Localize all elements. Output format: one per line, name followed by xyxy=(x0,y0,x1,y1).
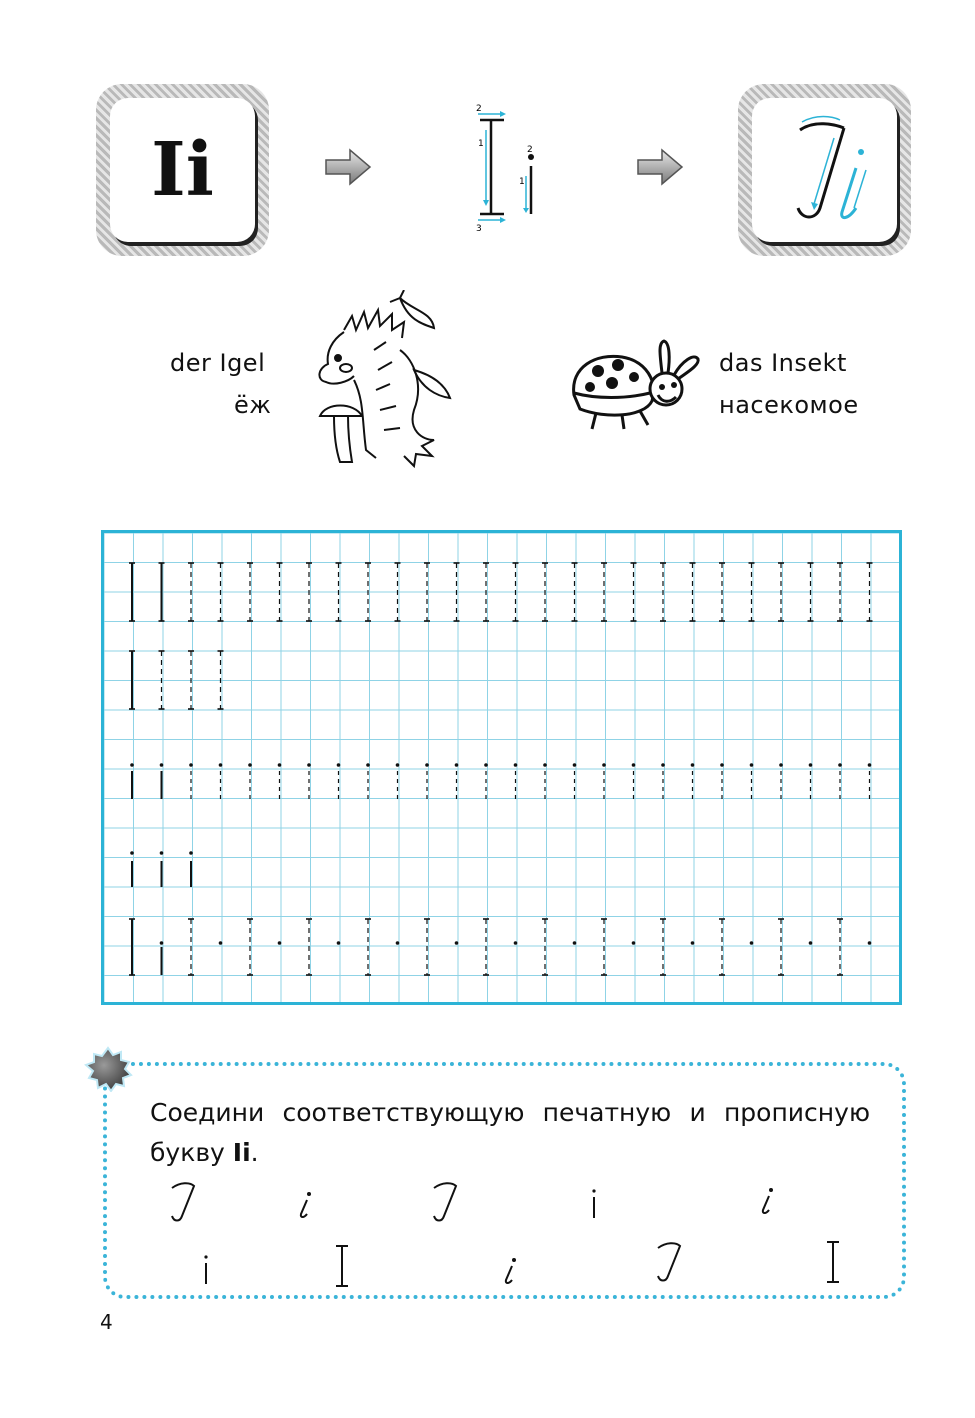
cursive-letter-card xyxy=(738,84,911,256)
small-i-dot xyxy=(691,941,695,945)
small-i-dot xyxy=(632,941,636,945)
small-i-dot xyxy=(248,763,252,767)
small-i-dot xyxy=(337,941,341,945)
german-word-insekt: das Insekt xyxy=(719,349,847,377)
small-i-dot xyxy=(484,763,488,767)
small-i-dot xyxy=(720,763,724,767)
writing-practice-grid xyxy=(101,530,902,1005)
printed-small-i[interactable] xyxy=(200,1254,212,1286)
small-i-dot xyxy=(809,763,813,767)
stroke-number: 1 xyxy=(519,177,525,187)
small-i-dot xyxy=(337,763,341,767)
small-i-dot xyxy=(219,763,223,767)
hedgehog-illustration xyxy=(304,290,464,475)
cursive-capital-i[interactable] xyxy=(428,1180,460,1224)
small-i-dot xyxy=(366,763,370,767)
small-i-dot xyxy=(514,941,518,945)
small-i-dot xyxy=(219,941,223,945)
small-i-dot xyxy=(809,941,813,945)
printed-capital-i[interactable] xyxy=(825,1240,841,1284)
german-word-igel: der Igel xyxy=(170,349,266,377)
task-instruction-line1: Соедини соответствующую печатную и прописную xyxy=(150,1098,870,1127)
arrow-right-icon xyxy=(634,146,686,188)
small-i-dot xyxy=(425,763,429,767)
small-i-dot xyxy=(750,763,754,767)
stroke-number: 1 xyxy=(478,139,484,149)
printed-letter: Ii xyxy=(151,127,214,213)
small-i-dot xyxy=(396,763,400,767)
small-i-dot xyxy=(750,941,754,945)
small-i-dot xyxy=(160,941,164,945)
small-i-dot xyxy=(573,763,577,767)
stroke-number: 2 xyxy=(527,145,533,155)
small-i-dot xyxy=(189,763,193,767)
small-i-dot xyxy=(838,763,842,767)
small-i-dot xyxy=(307,763,311,767)
cursive-letter xyxy=(762,108,887,233)
small-i-dot xyxy=(602,763,606,767)
stroke-number: 3 xyxy=(476,224,482,234)
cursive-small-i[interactable] xyxy=(295,1190,315,1220)
cursive-capital-i[interactable] xyxy=(166,1180,198,1224)
cursive-capital-i[interactable] xyxy=(652,1240,684,1284)
small-i-dot xyxy=(779,763,783,767)
cursive-small-i[interactable] xyxy=(500,1256,520,1286)
stroke-order-diagram xyxy=(470,100,550,235)
arrow-right-icon xyxy=(322,146,374,188)
task-instruction-line2 xyxy=(150,1133,259,1173)
cursive-small-i[interactable] xyxy=(757,1186,777,1216)
task-text: . xyxy=(250,1138,259,1167)
small-i-dot xyxy=(278,763,282,767)
star-badge-icon xyxy=(83,1046,133,1092)
small-i-dot xyxy=(160,851,164,855)
page-number: 4 xyxy=(100,1310,113,1334)
printed-letter-card xyxy=(96,84,269,256)
russian-word-insekt: насекомое xyxy=(719,391,859,419)
small-i-dot xyxy=(455,763,459,767)
small-i-dot xyxy=(278,941,282,945)
small-i-dot xyxy=(130,763,134,767)
grid-lines xyxy=(104,533,899,1002)
small-i-dot xyxy=(160,763,164,767)
task-text: букву xyxy=(150,1138,233,1167)
printed-capital-i[interactable] xyxy=(334,1244,350,1288)
small-i-dot xyxy=(632,763,636,767)
stroke-number: 2 xyxy=(476,104,482,114)
small-i-dot xyxy=(396,941,400,945)
small-i-dot xyxy=(661,763,665,767)
small-i-dot xyxy=(691,763,695,767)
small-i-dot xyxy=(189,851,193,855)
russian-word-igel: ёж xyxy=(234,391,272,419)
task-letter: Ii xyxy=(232,1138,251,1167)
small-i-dot xyxy=(543,763,547,767)
small-i-dot xyxy=(573,941,577,945)
small-i-dot xyxy=(868,763,872,767)
small-i-dot xyxy=(455,941,459,945)
printed-small-i[interactable] xyxy=(588,1188,600,1220)
small-i-dot xyxy=(514,763,518,767)
ladybug-illustration xyxy=(566,335,706,435)
small-i-dot xyxy=(868,941,872,945)
small-i-dot xyxy=(130,851,134,855)
